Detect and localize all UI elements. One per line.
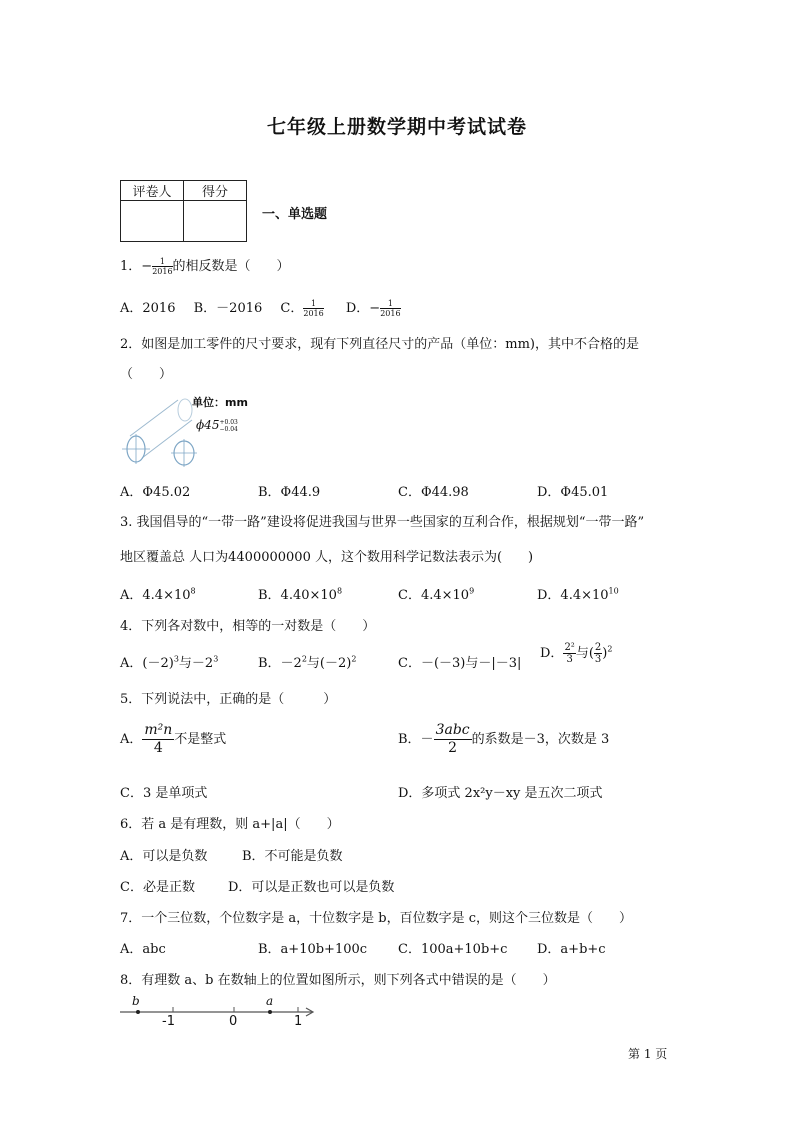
q2-option-a: A．Φ45.02	[120, 485, 191, 500]
q1-option-a: A．2016	[120, 301, 176, 316]
q3-option-b	[258, 584, 342, 603]
q4-option-a-exp2: 3	[213, 654, 219, 664]
q5-option-b	[398, 722, 609, 757]
q3-option-c-text: C．4.4×10	[398, 588, 470, 603]
q1-option-d-fraction	[380, 299, 400, 318]
q7-option-b: B．a+10b+100c	[258, 942, 368, 957]
question-8: 8．有理数 a、b 在数轴上的位置如图所示，则下列各式中错误的是（ ）	[120, 973, 556, 988]
q4-option-d-frac1-den: 3	[566, 654, 573, 665]
score-cell[interactable]	[184, 201, 247, 242]
q1-number: 1．	[120, 259, 142, 274]
question-1	[120, 255, 290, 276]
q3-option-a-text: A．4.4×10	[120, 588, 191, 603]
q4-option-a-mid: 与－2	[178, 656, 214, 671]
q3-option-b-exp: 8	[336, 586, 343, 596]
q4-option-d-exp: 2	[607, 644, 613, 654]
q6-option-d: D．可以是正数也可以是负数	[228, 880, 395, 895]
q6-option-b: B．不可能是负数	[242, 849, 343, 864]
figure-tolerance-down: −0.04	[219, 425, 238, 433]
grader-header: 评卷人	[121, 181, 184, 201]
figure-dimension	[196, 418, 238, 433]
question-3-line-2: 地区覆盖总 人口为4400000000 人，这个数用科学记数法表示为( )	[120, 550, 534, 565]
number-line	[118, 996, 318, 1032]
q2-option-c: C．Φ44.98	[398, 485, 469, 500]
q5-option-b-tail: 的系数是－3，次数是 3	[471, 732, 610, 747]
tick-label-0: 0	[229, 1014, 238, 1029]
q5-option-b-fraction	[434, 722, 472, 757]
q1-option-d-den: 2016	[380, 309, 401, 318]
q3-option-b-text: B．4.40×10	[258, 588, 337, 603]
q6-option-c: C．必是正数	[120, 880, 195, 895]
q1-option-d-label: D．	[345, 301, 370, 316]
question-3-line-1: 3. 我国倡导的“一带一路”建设将促进我国与世界一些国家的互利合作，根据规划“一带一路”	[120, 515, 645, 530]
q6-option-a: A．可以是负数	[120, 849, 208, 864]
q1-text: 的相反数是（ ）	[172, 259, 290, 274]
q4-option-a-text: A．(－2)	[120, 656, 174, 671]
q3-option-d	[537, 584, 619, 603]
cylinder-figure	[118, 392, 250, 470]
q5-option-a-tail: 不是整式	[174, 732, 227, 747]
q4-option-d-mid: 与(	[575, 646, 594, 661]
q4-option-d-label: D．	[540, 646, 564, 661]
q4-option-d-frac1-num: 2²	[564, 642, 575, 653]
figure-tolerance-up: +0.03	[219, 418, 238, 426]
score-header: 得分	[184, 181, 247, 201]
q4-option-a-exp1: 3	[173, 654, 179, 664]
q3-option-a	[120, 584, 196, 603]
q5-option-a-label: A．	[120, 732, 143, 747]
section-heading: 一、单选题	[262, 207, 328, 222]
q3-option-d-exp: 10	[608, 586, 619, 596]
q5-option-b-label: B．－	[398, 732, 434, 747]
question-4: 4．下列各对数中，相等的一对数是（ ）	[120, 619, 376, 634]
q1-fraction-num: 1	[152, 257, 172, 267]
q4-option-d-frac1	[563, 642, 575, 665]
question-2: 2．如图是加工零件的尺寸要求，现有下列直径尺寸的产品（单位：mm)，其中不合格的是	[120, 337, 639, 352]
figure-dimension-value: ϕ45	[196, 418, 220, 432]
question-5: 5．下列说法中，正确的是（ ）	[120, 692, 337, 707]
q4-option-c: C．－(－3)与－|－3|	[398, 656, 522, 671]
tick-label-neg1: -1	[162, 1014, 175, 1029]
question-7: 7．一个三位数，个位数字是 a，十位数字是 b，百位数字是 c，则这个三位数是（ ）	[120, 911, 633, 926]
q4-option-d-close: )	[602, 646, 608, 661]
q4-option-b-exp2: 2	[351, 654, 357, 664]
q4-option-b	[258, 652, 356, 671]
number-line-figure	[118, 996, 318, 1032]
q4-option-d	[540, 642, 612, 665]
q1-option-d-minus: −	[369, 301, 381, 316]
q1-option-b: B．－2016	[193, 301, 263, 316]
q7-option-c: C．100a+10b+c	[398, 942, 508, 957]
q4-option-b-text: B．－2	[258, 656, 302, 671]
score-table	[120, 180, 247, 242]
q2-option-b: B．Φ44.9	[258, 485, 321, 500]
page-title: 七年级上册数学期中考试试卷	[266, 116, 527, 138]
q2-option-d: D．Φ45.01	[537, 485, 609, 500]
point-b-label: b	[132, 994, 140, 1008]
q1-fraction-den: 2016	[152, 267, 173, 276]
q3-option-d-text: D．4.4×10	[537, 588, 609, 603]
figure-unit-label: 单位：mm	[192, 396, 248, 409]
q5-option-c: C．3 是单项式	[120, 786, 208, 801]
grader-cell[interactable]	[121, 201, 184, 242]
q1-minus: −	[141, 259, 153, 274]
q4-option-d-frac2	[594, 642, 602, 665]
q4-option-b-exp1: 2	[301, 654, 307, 664]
q5-option-a-fraction	[142, 722, 174, 757]
q1-option-c-den: 2016	[303, 309, 324, 318]
q1-option-d-num: 1	[380, 299, 400, 309]
q7-option-d: D．a+b+c	[537, 942, 606, 957]
figure-tolerance	[219, 419, 237, 433]
q3-option-a-exp: 8	[190, 586, 196, 596]
q1-options	[120, 297, 401, 318]
q5-option-d: D．多项式 2x²y－xy 是五次二项式	[398, 786, 603, 801]
q5-option-a-num: m²n	[144, 722, 173, 738]
q1-option-c-fraction	[303, 299, 323, 318]
q5-option-b-num: 3abc	[435, 722, 470, 738]
question-6: 6．若 a 是有理数，则 a+|a|（ ）	[120, 817, 340, 832]
point-a-label: a	[266, 994, 274, 1008]
tick-label-1: 1	[294, 1014, 303, 1029]
q5-option-b-den: 2	[448, 740, 458, 756]
q5-option-a-den: 4	[153, 740, 163, 756]
q1-fraction	[152, 257, 172, 276]
q4-option-d-frac2-den: 3	[594, 654, 602, 665]
q4-option-d-frac2-num: 2	[594, 642, 602, 653]
page-number: 第 1 页	[628, 1047, 668, 1061]
q4-option-b-mid: 与(－2)	[306, 656, 352, 671]
q3-option-c	[398, 584, 474, 603]
q5-option-a	[120, 722, 226, 757]
q3-option-c-exp: 9	[469, 586, 475, 596]
q2-paren: （ ）	[120, 367, 173, 382]
q1-option-c-label: C．	[280, 301, 304, 316]
q1-option-c-num: 1	[303, 299, 323, 309]
q7-option-a: A．abc	[120, 942, 166, 957]
q4-option-a	[120, 652, 218, 671]
